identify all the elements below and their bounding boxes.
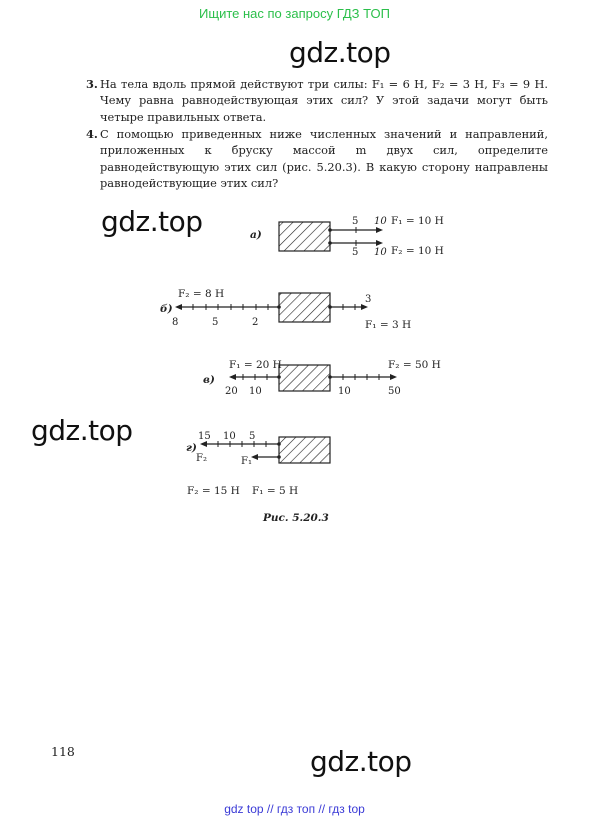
watermark: gdz.top	[31, 414, 133, 447]
panel-label: г)	[186, 442, 197, 454]
block	[279, 293, 330, 322]
panel-label: а)	[250, 229, 262, 241]
block	[279, 222, 330, 251]
block	[279, 437, 330, 463]
tick-label: 15	[198, 431, 211, 442]
tick-label: 2	[252, 317, 259, 328]
tick-label: 10	[249, 386, 262, 397]
panel-g	[186, 431, 330, 497]
panel-b	[160, 288, 411, 331]
problem-text: На тела вдоль прямой действуют три силы: F₁ = 6 Н, F₂ = 3 Н, F₃ = 9 Н. Чему равна равнодействующая этих сил? У этой задачи могут быть четыре правильных ответа.	[100, 77, 548, 124]
top-banner-link[interactable]: Ищите нас по запросу ГДЗ ТОП	[199, 6, 390, 21]
arrow-label-f1: F₁	[241, 456, 252, 467]
force-label-f1: F₁ = 20 Н	[229, 359, 282, 371]
tick-label: 3	[365, 294, 372, 305]
force-label-f2: F₂ = 10 Н	[391, 245, 444, 257]
tick-label: 10	[338, 386, 351, 397]
problem-number: 3.	[86, 77, 98, 91]
tick-label: 10	[374, 247, 387, 258]
tick-label: 20	[225, 386, 238, 397]
tick-label: 5	[352, 247, 359, 258]
force-label-f1: F₁ = 3 Н	[365, 319, 412, 331]
watermark: gdz.top	[289, 36, 391, 69]
force-label-f1: F₁ = 5 Н	[252, 485, 299, 497]
panel-label: в)	[203, 374, 215, 386]
tick-label: 10	[223, 431, 236, 442]
panel-label: б)	[160, 303, 173, 315]
tick-label: 5	[212, 317, 219, 328]
tick-label: 10	[374, 216, 387, 227]
figure-caption: Рис. 5.20.3	[263, 512, 329, 524]
force-label-f1: F₁ = 10 Н	[391, 215, 444, 227]
watermark: gdz.top	[101, 205, 203, 238]
force-label-f2: F₂ = 8 Н	[178, 288, 225, 300]
panel-a	[250, 215, 444, 258]
force-label-f2: F₂ = 15 Н	[187, 485, 240, 497]
footer-links[interactable]: gdz top // гдз топ // гдз top	[224, 802, 365, 816]
block	[279, 365, 330, 391]
watermark: gdz.top	[310, 745, 412, 778]
tick-label: 5	[249, 431, 256, 442]
tick-label: 8	[172, 317, 179, 328]
panel-v	[203, 359, 441, 397]
force-label-f2: F₂ = 50 Н	[388, 359, 441, 371]
page-number: 118	[51, 744, 75, 759]
problem-text: С помощью приведенных ниже численных значений и направлений, приложенных к бруску массой m двух сил, определите равнодействующую этих сил (рис. 5.20.3). В какую сторону направлены равнодействующие этих сил?	[100, 127, 548, 191]
tick-label: 50	[388, 386, 401, 397]
problem-number: 4.	[86, 127, 98, 141]
arrow-label-f2: F₂	[196, 453, 207, 464]
tick-label: 5	[352, 216, 359, 227]
